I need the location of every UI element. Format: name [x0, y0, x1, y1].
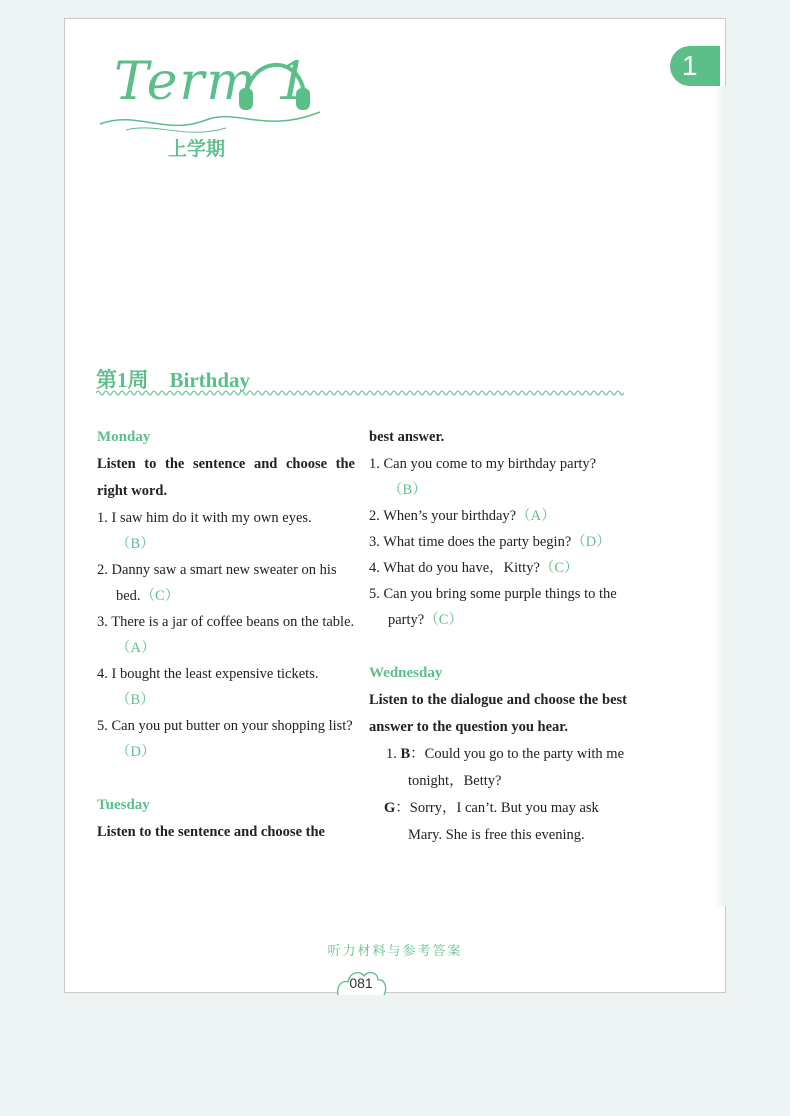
chapter-tab[interactable]: 1: [670, 46, 720, 86]
speaker-label: B: [400, 746, 411, 762]
answer-label: （B）: [388, 482, 427, 498]
wavy-divider: [96, 388, 624, 398]
list-item: 4. I bought the least expensive tickets. （B）: [97, 666, 319, 708]
list-item: 3. What time does the party begin?（D）: [369, 534, 611, 550]
answer-label: （B）: [116, 692, 155, 708]
week-title: 第1周 Birthday: [96, 368, 251, 392]
dialog-line: 1. B：Could you go to the party with me tonight，Betty?: [386, 746, 625, 789]
list-item: 1. Can you come to my birthday party? （B）: [369, 456, 597, 498]
answer-label: （D）: [571, 534, 611, 550]
tuesday-instruction-part1: Listen to the sentence and choose the: [97, 824, 325, 840]
monday-instruction: Listen to the sentence and choose the right word.: [97, 456, 355, 499]
answer-label: （A）: [116, 640, 156, 656]
list-item: 2. When’s your birthday?（A）: [369, 508, 556, 524]
footer-caption: 听力材料与参考答案: [327, 944, 463, 959]
day-heading-tuesday: Tuesday: [97, 797, 150, 813]
list-item: 1. I saw him do it with my own eyes. （B）: [97, 510, 312, 552]
answer-label: （C）: [539, 560, 579, 576]
wednesday-instruction: Listen to the dialogue and choose the best answer to the question you hear.: [369, 692, 627, 735]
answer-label: （A）: [516, 508, 556, 524]
day-heading-monday: Monday: [97, 429, 151, 445]
term-subtitle: 上学期: [168, 138, 226, 160]
page-edge-strip: [714, 86, 726, 906]
page-number: 081: [349, 975, 373, 991]
answer-label: （D）: [116, 744, 156, 760]
list-item: 3. There is a jar of coffee beans on the table.（A）: [97, 614, 355, 656]
list-item: 5. Can you put butter on your shopping list?（D）: [97, 718, 353, 760]
dialog-line: G：Sorry，I can’t. But you may ask Mary. She is free this evening.: [384, 800, 599, 843]
day-heading-wednesday: Wednesday: [369, 665, 443, 681]
list-item: 4. What do you have，Kitty?（C）: [369, 560, 579, 576]
tuesday-instruction-part2: best answer.: [369, 429, 445, 445]
right-column: [369, 424, 627, 849]
answer-label: （C）: [424, 612, 463, 628]
list-item: 5. Can you bring some purple things to the party?（C）: [369, 586, 617, 628]
answer-label: （B）: [116, 536, 155, 552]
answer-label: （C）: [140, 588, 180, 604]
list-item: 2. Danny saw a smart new sweater on his bed.（C）: [97, 562, 337, 604]
page-number-badge: [334, 966, 388, 996]
term-title: Term 1: [114, 52, 312, 112]
speaker-label: G: [384, 800, 396, 816]
left-column: [97, 424, 355, 846]
